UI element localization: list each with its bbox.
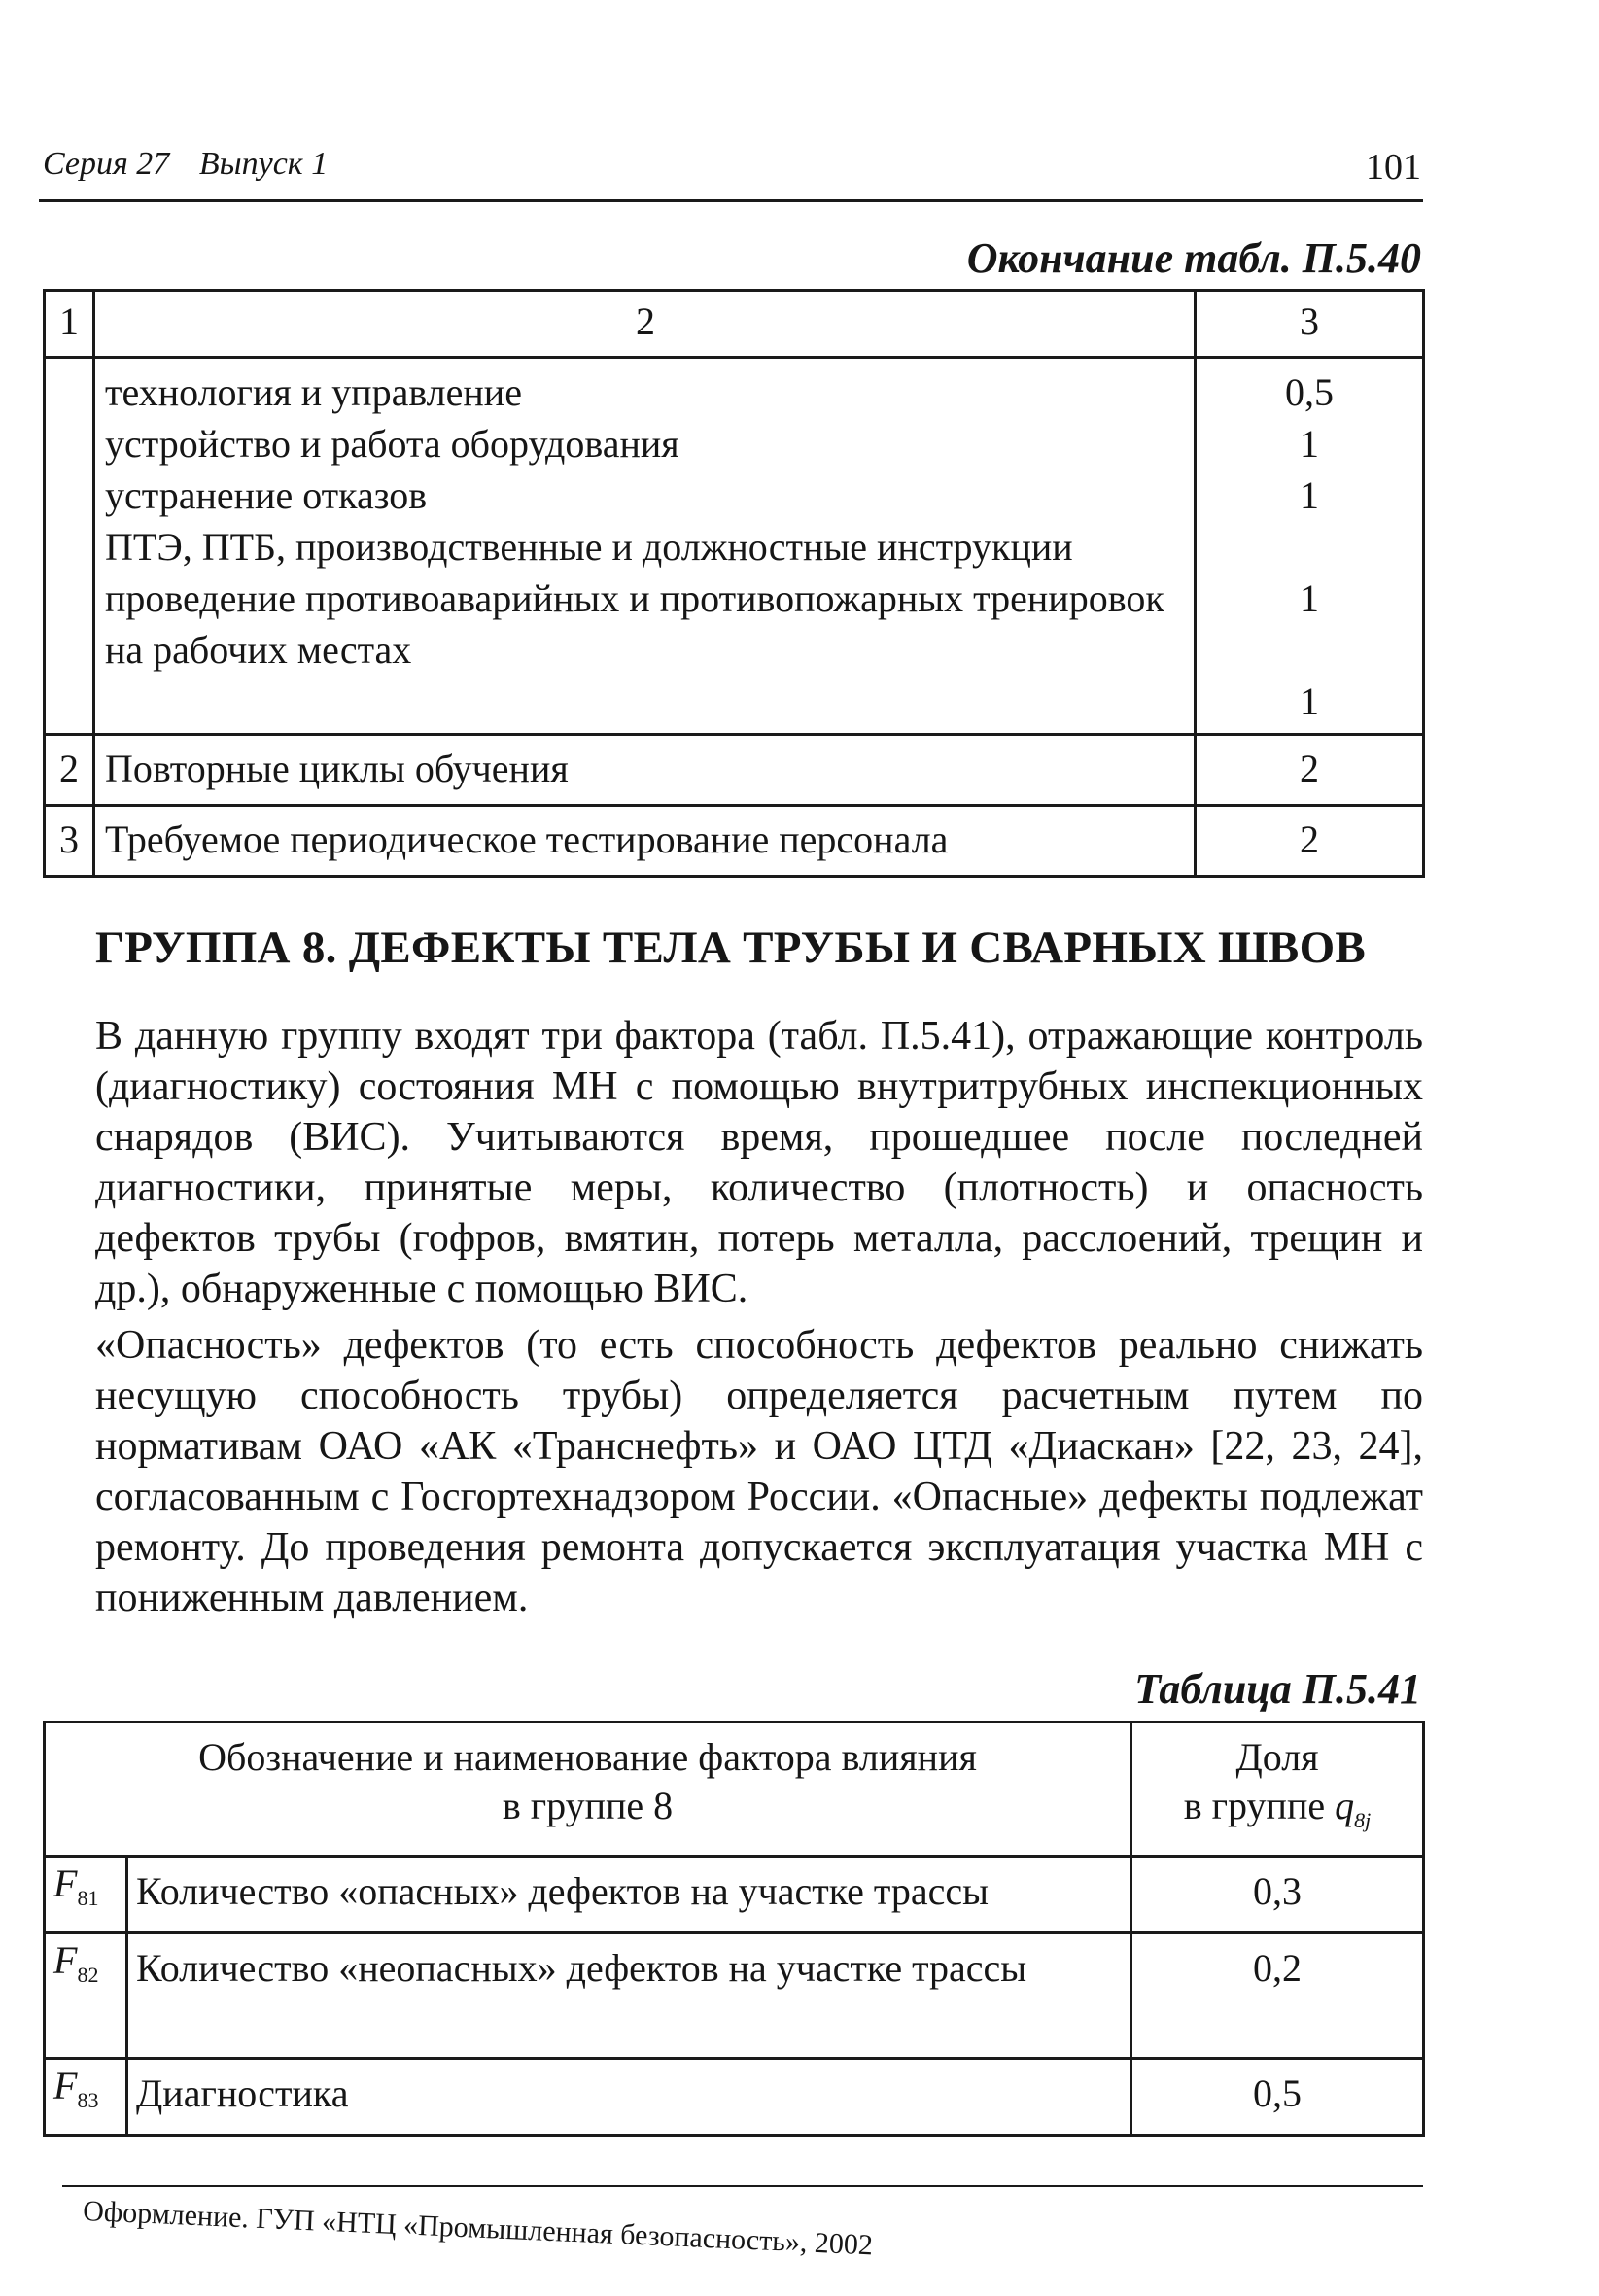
paragraph: В данную группу входят три фактора (табл. П.5.41), отражающие контроль (диагностику) состояния МН с помощью внутритрубных инспекционных снарядов (ВИС). Учитываются время, прошедшее после последней диагностики, принятые меры, количество (плотность) и опасность дефектов трубы (гофров, вмятин, потерь металла, расслоений, трещин и др.), обнаруженные с помощью ВИС. [95, 1014, 1423, 1311]
table-p5-40-end [43, 289, 1425, 878]
header-cell: 3 [1196, 291, 1424, 358]
header-cell [1131, 1722, 1424, 1857]
table-header-row [45, 291, 1424, 358]
items-cell [94, 358, 1196, 735]
table-row [45, 2059, 1424, 2136]
row-number-cell: 3 [45, 806, 94, 877]
value: 1 [1300, 422, 1319, 466]
factor-symbol: $F_{81}$ [45, 1857, 127, 1933]
section-heading: ГРУППА 8. ДЕФЕКТЫ ТЕЛА ТРУБЫ И СВАРНЫХ ШВОВ [95, 922, 1367, 973]
value: 1 [1300, 576, 1319, 620]
table-row [45, 806, 1424, 877]
table-row [45, 1857, 1424, 1933]
row-text-cell: Повторные циклы обучения [94, 735, 1196, 806]
factor-name: Количество «опасных» дефектов на участке трассы [127, 1857, 1131, 1933]
table-row [45, 735, 1424, 806]
factor-name: Количество «неопасных» дефектов на участке трассы [127, 1933, 1131, 2059]
factor-share: 0,3 [1131, 1857, 1424, 1933]
value: 1 [1300, 473, 1319, 517]
list-item: проведение противоаварийных и противопожарных тренировок на рабочих местах [105, 576, 1164, 672]
table-row [45, 1933, 1424, 2059]
row-number-cell [45, 358, 94, 735]
factor-name: Диагностика [127, 2059, 1131, 2136]
footer-rule [62, 2185, 1423, 2187]
table-row [45, 358, 1424, 735]
header-text: Обозначение и наименование фактора влияния [198, 1735, 977, 1779]
header-cell: 2 [94, 291, 1196, 358]
factor-symbol: $F_{83}$ [45, 2059, 127, 2136]
factor-share: 0,2 [1131, 1933, 1424, 2059]
header-text: Доля [1235, 1735, 1319, 1779]
running-header [43, 146, 349, 183]
factor-symbol: $F_{82}$ [45, 1933, 127, 2059]
series-label: Серия 27 [43, 146, 170, 182]
header-cell: 1 [45, 291, 94, 358]
value: 0,5 [1285, 370, 1334, 414]
factor-share: 0,5 [1131, 2059, 1424, 2136]
header-rule [39, 199, 1423, 202]
footer-credit: Оформление. ГУП «НТЦ «Промышленная безопасность», 2002 [82, 2195, 874, 2262]
table-header-row [45, 1722, 1424, 1857]
list-item: технология и управление [105, 370, 522, 414]
header-cell [45, 1722, 1131, 1857]
header-text: в группе $q_{8j}$ [1183, 1784, 1372, 1832]
table1-caption: Окончание табл. П.5.40 [966, 234, 1421, 282]
q-symbol: $q_{8j}$ [1335, 1784, 1372, 1832]
row-value-cell: 2 [1196, 806, 1424, 877]
list-item: ПТЭ, ПТБ, производственные и должностные инструкции [105, 525, 1073, 569]
paragraph: «Опасность» дефектов (то есть способность дефектов реально снижать несущую способность трубы) определяется расчетным путем по нормативам ОАО «АК «Транснефть» и ОАО ЦТД «Диаскан» [22, 23, 24], согласованным с Госгортехнадзором России. «Опасные» дефекты подлежат ремонту. До проведения ремонта допускается эксплуатация участка МН с пониженным давлением. [95, 1323, 1423, 1620]
header-text: в группе 8 [502, 1784, 674, 1827]
list-item: устройство и работа оборудования [105, 422, 679, 466]
list-item: устранение отказов [105, 473, 428, 517]
issue-label: Выпуск 1 [198, 146, 329, 182]
row-text-cell: Требуемое периодическое тестирование персонала [94, 806, 1196, 877]
row-value-cell: 2 [1196, 735, 1424, 806]
value: 1 [1300, 679, 1319, 723]
values-cell [1196, 358, 1424, 735]
table-p5-41 [43, 1721, 1425, 2137]
table2-caption: Таблица П.5.41 [1134, 1665, 1421, 1713]
row-number-cell: 2 [45, 735, 94, 806]
page-number: 101 [1366, 147, 1421, 188]
